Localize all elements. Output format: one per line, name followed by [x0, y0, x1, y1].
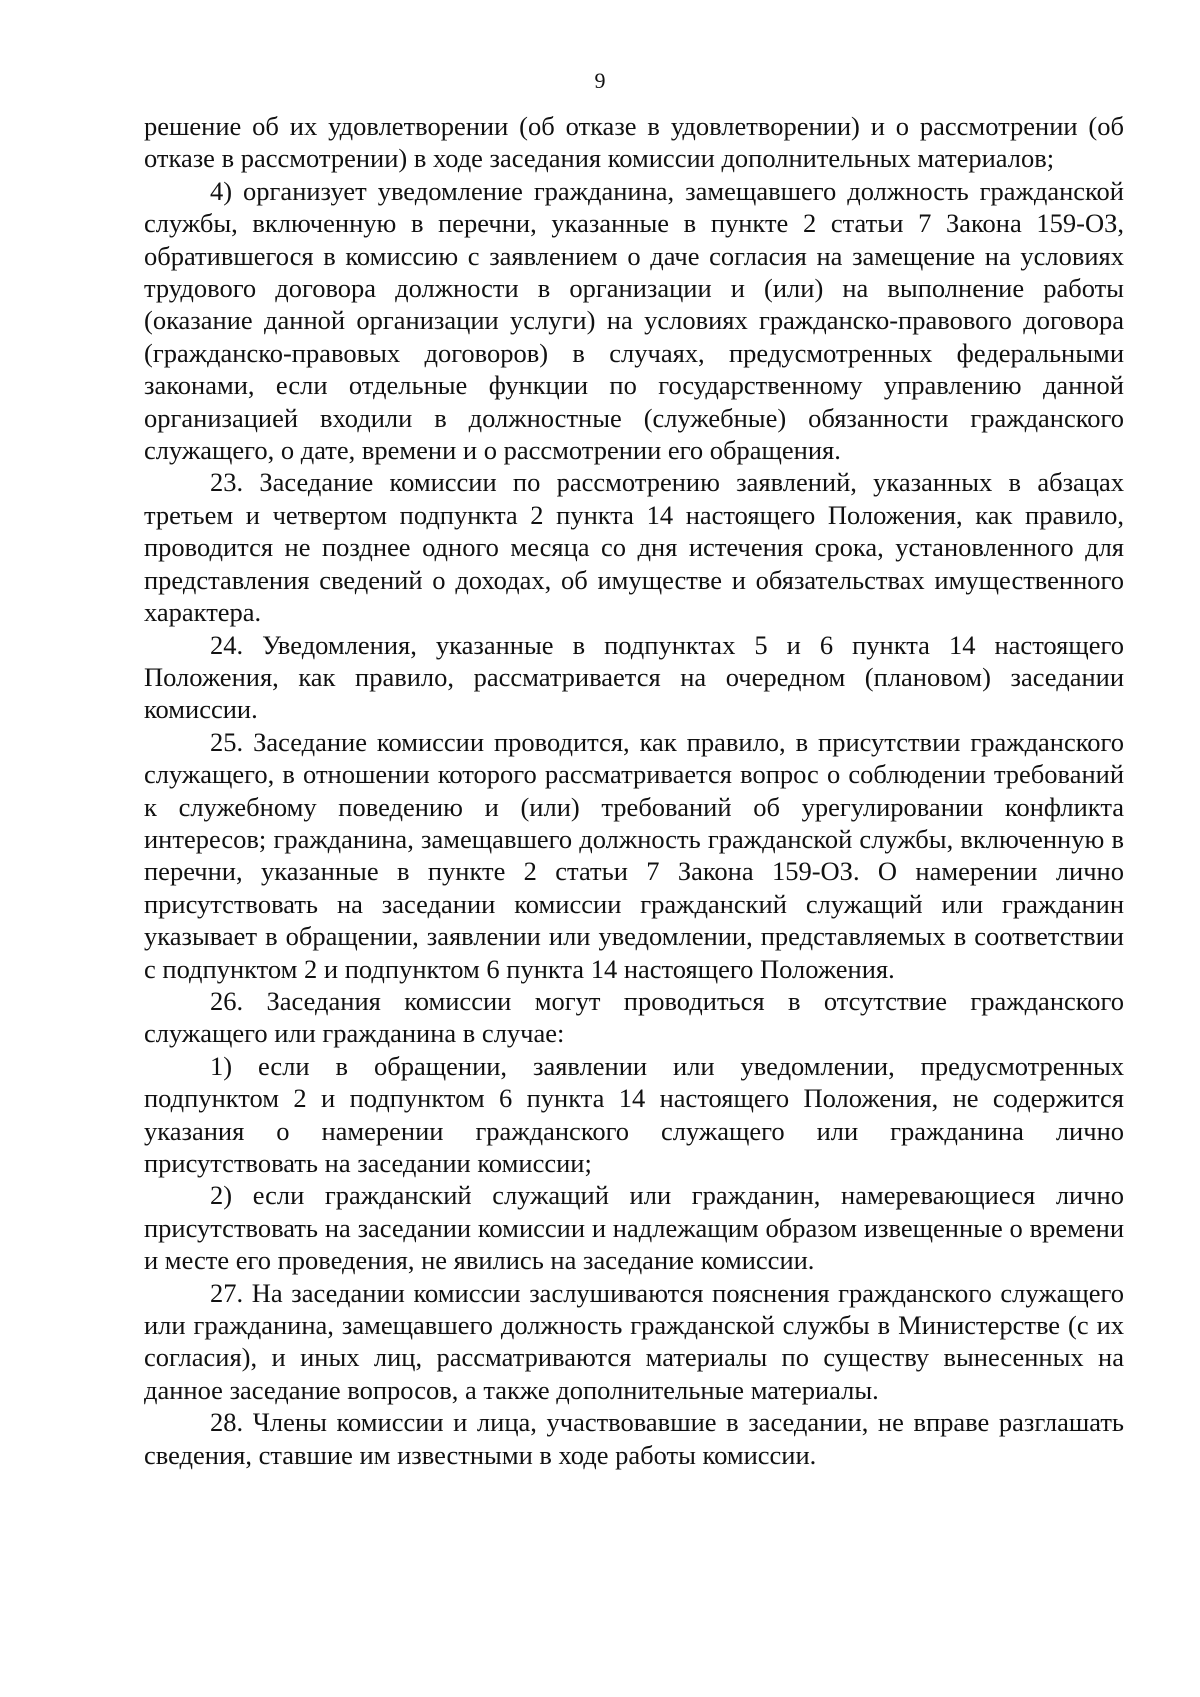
paragraph-clause-25: 25. Заседание комиссии проводится, как правило, в присутствии гражданского служащего, в отношении которого рассматривается вопрос о соблюдении требований к служебному поведению и (или) требований об урегулировании конфликта интересов; гражданина, замещавшего должность гражданской службы, включенную в перечни, указанные в пункте 2 статьи 7 Закона 159-ОЗ. О намерении лично присутствовать на заседании комиссии гражданский служащий или гражданин указывает в обращении, заявлении или уведомлении, представляемых в соответствии с подпунктом 2 и подпунктом 6 пункта 14 настоящего Положения.: [144, 726, 1124, 984]
paragraph-clause-24: 24. Уведомления, указанные в подпунктах 5 и 6 пункта 14 настоящего Положения, как правило, рассматривается на очередном (плановом) заседании комиссии.: [144, 629, 1124, 725]
paragraph-clause-27: 27. На заседании комиссии заслушиваются пояснения гражданского служащего или гражданина, замещавшего должность гражданской службы в Министерстве (с их согласия), и иных лиц, рассматриваются материалы по существу вынесенных на данное заседание вопросов, а также дополнительные материалы.: [144, 1277, 1124, 1405]
paragraph-clause-26-item-1: 1) если в обращении, заявлении или уведомлении, предусмотренных подпунктом 2 и подпунктом 6 пункта 14 настоящего Положения, не содержится указания о намерении гражданского служащего или гражданина лично присутствовать на заседании комиссии;: [144, 1050, 1124, 1178]
paragraph-clause-26: 26. Заседания комиссии могут проводиться в отсутствие гражданского служащего или гражданина в случае:: [144, 985, 1124, 1049]
page-number: 9: [594, 68, 606, 93]
paragraph-clause-28: 28. Члены комиссии и лица, участвовавшие в заседании, не вправе разглашать сведения, ставшие им известными в ходе работы комиссии.: [144, 1407, 1124, 1470]
paragraph-item-4: 4) организует уведомление гражданина, замещавшего должность гражданской службы, включенную в перечни, указанные в пункте 2 статьи 7 Закона 159-ОЗ, обратившегося в комиссию с заявлением о даче согласия на замещение на условиях трудового договора должности в организации и (или) на выполнение работы (оказание данной организации услуги) на условиях гражданско-правового договора (гражданско-правовых договоров) в случаях, предусмотренных федеральными законами, если отдельные функции по государственному управлению данной организацией входили в должностные (служебные) обязанности гражданского служащего, о дате, времени и о рассмотрении его обращения.: [144, 175, 1124, 466]
document-body: [144, 110, 1124, 1471]
paragraph-clause-26-item-2: 2) если гражданский служащий или гражданин, намеревающиеся лично присутствовать на заседании комиссии и надлежащим образом извещенные о времени и месте его проведения, не явились на заседание комиссии.: [144, 1180, 1124, 1276]
paragraph-clause-23: 23. Заседание комиссии по рассмотрению заявлений, указанных в абзацах третьем и четвертом подпункта 2 пункта 14 настоящего Положения, как правило, проводится не позднее одного месяца со дня истечения срока, установленного для представления сведений о доходах, об имуществе и обязательствах имущественного характера.: [144, 467, 1124, 628]
paragraph-continuation: решение об их удовлетворении (об отказе в удовлетворении) и о рассмотрении (об отказе в рассмотрении) в ходе заседания комиссии дополнительных материалов;: [144, 111, 1124, 174]
